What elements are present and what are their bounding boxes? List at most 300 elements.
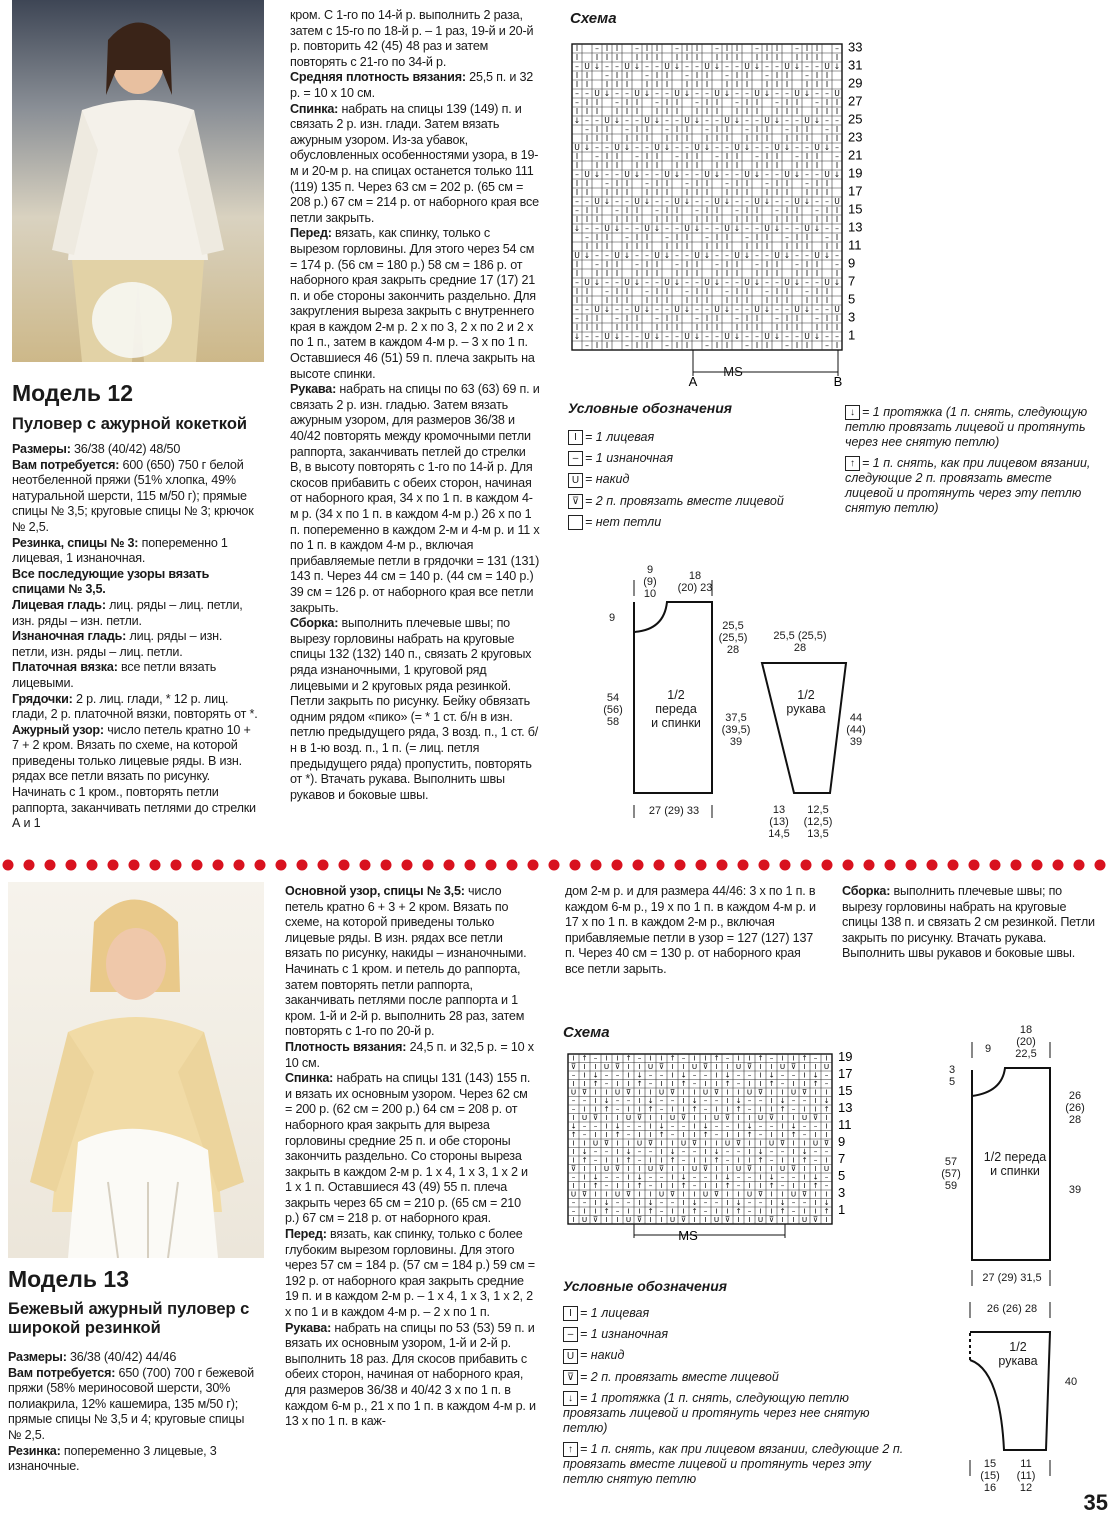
paragraph bbox=[12, 598, 260, 629]
chart-cell-symbol: – bbox=[780, 1172, 785, 1182]
chart-cell-symbol: I bbox=[735, 53, 739, 63]
legend-item bbox=[568, 472, 828, 487]
chart-cell-symbol: – bbox=[665, 116, 669, 126]
chart-cell-symbol: I bbox=[572, 1138, 575, 1148]
chart-cell-symbol: I bbox=[726, 1096, 729, 1106]
chart-cell-symbol: I bbox=[725, 188, 729, 198]
chart-cell-symbol: – bbox=[825, 332, 829, 342]
chart-cell-symbol: I bbox=[715, 125, 719, 135]
chart-cell-symbol: I bbox=[671, 1104, 674, 1114]
chart-cell-symbol: I bbox=[660, 1138, 663, 1148]
chart-cell-symbol: – bbox=[595, 224, 599, 234]
chart-cell-symbol: U bbox=[674, 89, 680, 99]
chart-cell-symbol: I bbox=[792, 1147, 795, 1157]
chart-cell-symbol: ↑ bbox=[823, 1104, 830, 1114]
chart-cell-symbol: – bbox=[815, 278, 819, 288]
chart-cell-symbol: I bbox=[585, 179, 589, 189]
chart-cell-symbol: I bbox=[635, 107, 639, 117]
chart-cell-symbol: I bbox=[595, 125, 599, 135]
chart-cell-symbol: – bbox=[615, 206, 619, 216]
chart-cell-symbol: I bbox=[635, 269, 639, 279]
chart-cell-symbol: I bbox=[675, 323, 679, 333]
chart-cell-symbol: I bbox=[770, 1198, 773, 1208]
chart-cell-symbol: I bbox=[835, 242, 839, 252]
divider-dot bbox=[339, 860, 350, 871]
chart-cell-symbol: U bbox=[714, 89, 720, 99]
chart-cell-symbol: U bbox=[724, 116, 730, 126]
chart-cell-symbol: I bbox=[655, 53, 659, 63]
chart-cell-symbol: – bbox=[755, 224, 759, 234]
chart-cell-symbol: – bbox=[747, 1104, 752, 1114]
chart-cell-symbol: I bbox=[803, 1206, 806, 1216]
chart-cell-symbol: – bbox=[695, 278, 699, 288]
chart-cell-symbol: ↓ bbox=[570, 1121, 577, 1131]
chart-cell-symbol: – bbox=[655, 89, 659, 99]
chart-cell-symbol: I bbox=[825, 1215, 828, 1225]
chart-cell-symbol: U bbox=[812, 1138, 819, 1148]
chart-cell-symbol: I bbox=[682, 1087, 685, 1097]
chart-cell-symbol: ↑ bbox=[581, 1053, 588, 1063]
chart-cell-symbol: – bbox=[805, 179, 809, 189]
chart-cell-symbol: I bbox=[735, 323, 739, 333]
model13-title: Модель 13 bbox=[8, 1266, 130, 1292]
chart-cell-symbol: I bbox=[625, 323, 629, 333]
paragraph-text: 36/38 (40/42) 44/46 bbox=[66, 1350, 177, 1364]
chart-cell-symbol: I bbox=[655, 161, 659, 171]
chart-row-label: 5 bbox=[838, 1168, 846, 1184]
chart-cell-symbol: U bbox=[658, 1087, 665, 1097]
chart-cell-symbol: ↑ bbox=[647, 1104, 654, 1114]
chart-cell-symbol: – bbox=[795, 143, 799, 153]
chart-cell-symbol: ↓ bbox=[643, 89, 651, 99]
m12-front-label: 1/2 переда и спинки bbox=[651, 688, 701, 730]
chart-cell-symbol: – bbox=[758, 1096, 763, 1106]
chart-cell-symbol: I bbox=[735, 179, 739, 189]
chart-cell-symbol: – bbox=[769, 1121, 774, 1131]
legend-symbol-icon: ⊽ bbox=[563, 1370, 578, 1385]
chart-cell-symbol: I bbox=[616, 1113, 619, 1123]
chart-cell-symbol: I bbox=[704, 1113, 707, 1123]
chart-cell-symbol: ↓ bbox=[693, 332, 701, 342]
chart-cell-symbol: I bbox=[635, 134, 639, 144]
chart-cell-symbol: – bbox=[805, 170, 809, 180]
divider-dot bbox=[24, 860, 35, 871]
chart-cell-symbol: – bbox=[775, 62, 779, 72]
chart-cell-symbol: – bbox=[815, 206, 819, 216]
chart-cell-symbol: I bbox=[615, 260, 619, 270]
m12-dim-left9: 9 bbox=[608, 612, 616, 624]
chart-cell-symbol: I bbox=[775, 323, 779, 333]
chart-cell-symbol: I bbox=[616, 1147, 619, 1157]
chart-cell-symbol: I bbox=[685, 341, 689, 351]
chart-cell-symbol: I bbox=[605, 1113, 608, 1123]
chart-cell-symbol: – bbox=[675, 260, 679, 270]
m13-sleeve-bottom-a: 15 (15) 16 bbox=[980, 1458, 1000, 1494]
chart-cell-symbol: U bbox=[784, 62, 790, 72]
chart-cell-symbol: I bbox=[755, 215, 759, 225]
chart-cell-symbol: – bbox=[571, 1096, 576, 1106]
chart-cell-symbol: ↓ bbox=[790, 1121, 797, 1131]
chart-cell-symbol: I bbox=[715, 341, 719, 351]
chart-cell-symbol: – bbox=[625, 233, 629, 243]
chart-cell-symbol: I bbox=[675, 215, 679, 225]
chart-cell-symbol: – bbox=[626, 1121, 631, 1131]
chart-cell-symbol: – bbox=[791, 1206, 796, 1216]
chart-cell-symbol: I bbox=[715, 53, 719, 63]
chart-cell-symbol: ⊽ bbox=[724, 1215, 731, 1225]
chart-cell-symbol: I bbox=[814, 1062, 817, 1072]
chart-cell-symbol: ↓ bbox=[783, 251, 791, 261]
chart-cell-symbol: I bbox=[655, 215, 659, 225]
legend-text: = 1 лицевая bbox=[585, 430, 655, 444]
divider-dot bbox=[402, 860, 413, 871]
chart-cell-symbol: I bbox=[693, 1155, 696, 1165]
divider-dot bbox=[108, 860, 119, 871]
chart-cell-symbol: ⊽ bbox=[625, 1087, 632, 1097]
chart-cell-symbol: I bbox=[705, 296, 709, 306]
chart-cell-symbol: ↓ bbox=[812, 1070, 819, 1080]
chart-cell-symbol: – bbox=[585, 89, 589, 99]
chart-cell-symbol: – bbox=[769, 1155, 774, 1165]
chart-cell-symbol: I bbox=[615, 296, 619, 306]
chart-cell-symbol: I bbox=[615, 80, 619, 90]
divider-dot bbox=[822, 860, 833, 871]
chart-cell-symbol: I bbox=[575, 215, 579, 225]
chart-cell-symbol: I bbox=[645, 188, 649, 198]
chart-cell-symbol: I bbox=[695, 53, 699, 63]
chart-cell-symbol: – bbox=[605, 251, 609, 261]
chart-cell-symbol: – bbox=[725, 143, 729, 153]
chart-cell-symbol: ↓ bbox=[779, 1198, 786, 1208]
chart-cell-symbol: I bbox=[759, 1181, 762, 1191]
chart-cell-symbol: I bbox=[605, 1130, 608, 1140]
chart-cell-symbol: I bbox=[575, 152, 579, 162]
chart-cell-symbol: I bbox=[605, 53, 609, 63]
red-dotted-divider bbox=[0, 858, 1120, 872]
chart-cell-symbol: ⊽ bbox=[658, 1062, 665, 1072]
chart-cell-symbol: U bbox=[724, 1138, 731, 1148]
chart-cell-symbol: U bbox=[634, 305, 640, 315]
chart-cell-symbol: I bbox=[726, 1062, 729, 1072]
chart-cell-symbol: – bbox=[835, 260, 839, 270]
chart-cell-symbol: ⊽ bbox=[614, 1164, 621, 1174]
legend-item bbox=[563, 1370, 908, 1385]
chart-cell-symbol: I bbox=[745, 287, 749, 297]
chart-cell-symbol: U bbox=[746, 1189, 753, 1199]
chart-cell-symbol: I bbox=[615, 215, 619, 225]
chart-arrow-label: B bbox=[833, 374, 843, 389]
chart-cell-symbol: U bbox=[674, 305, 680, 315]
chart-cell-symbol: I bbox=[814, 1087, 817, 1097]
chart-cell-symbol: I bbox=[649, 1189, 652, 1199]
chart-cell-symbol: I bbox=[595, 242, 599, 252]
chart-cell-symbol: I bbox=[737, 1113, 740, 1123]
chart-ms-label: MS bbox=[723, 364, 743, 379]
chart-cell-symbol: I bbox=[735, 107, 739, 117]
chart-cell-symbol: U bbox=[779, 1164, 786, 1174]
paragraph bbox=[8, 1350, 258, 1366]
chart-cell-symbol: ↓ bbox=[592, 1070, 599, 1080]
chart-cell-symbol: – bbox=[780, 1147, 785, 1157]
chart-cell-symbol: – bbox=[725, 287, 729, 297]
chart-cell-symbol: ↑ bbox=[713, 1053, 720, 1063]
chart-cell-symbol: I bbox=[765, 44, 769, 54]
chart-cell-symbol: ⊽ bbox=[680, 1215, 687, 1225]
chart-cell-symbol: I bbox=[814, 1096, 817, 1106]
chart-cell-symbol: I bbox=[792, 1181, 795, 1191]
chart-cell-symbol: ↓ bbox=[653, 224, 661, 234]
chart-cell-symbol: – bbox=[825, 233, 829, 243]
chart-cell-symbol: ↓ bbox=[724, 1070, 731, 1080]
chart-cell-symbol: I bbox=[735, 296, 739, 306]
chart-cell-symbol: I bbox=[695, 287, 699, 297]
chart-cell-symbol: ↑ bbox=[823, 1206, 830, 1216]
paragraph bbox=[12, 660, 260, 691]
chart-cell-symbol: – bbox=[735, 197, 739, 207]
chart-cell-symbol: I bbox=[616, 1138, 619, 1148]
chart-cell-symbol: – bbox=[645, 62, 649, 72]
chart-cell-symbol: – bbox=[605, 62, 609, 72]
chart-cell-symbol: – bbox=[615, 1070, 620, 1080]
chart-cell-symbol: – bbox=[605, 287, 609, 297]
chart-cell-symbol: ⊽ bbox=[625, 1189, 632, 1199]
chart-cell-symbol: I bbox=[660, 1053, 663, 1063]
chart-cell-symbol: I bbox=[748, 1053, 751, 1063]
chart-cell-symbol: I bbox=[745, 242, 749, 252]
chart-cell-symbol: I bbox=[715, 323, 719, 333]
chart-cell-symbol: I bbox=[755, 134, 759, 144]
chart-cell-symbol: I bbox=[645, 152, 649, 162]
chart-cell-symbol: I bbox=[805, 161, 809, 171]
chart-cell-symbol: I bbox=[781, 1087, 784, 1097]
divider-dot bbox=[696, 860, 707, 871]
chart-cell-symbol: – bbox=[615, 1104, 620, 1114]
paragraph-text: вязать, как спинку, только с более глубоким вырезом горловины. Для этого через 57 см = 184 р. (57 см = 184 р.) 59 см = 192 р. от наборного края закрыть средние 19 п. и в каждом 2-м р. – 1 x 4, 1 x 3, 1 x 2, 2 x по 1 и в каждом 4-м р. – 2 x по 1 п. bbox=[285, 1227, 535, 1320]
chart-cell-symbol: – bbox=[715, 224, 719, 234]
chart-cell-symbol: I bbox=[825, 1155, 828, 1165]
chart-cell-symbol: U bbox=[636, 1138, 643, 1148]
chart-cell-symbol: I bbox=[605, 44, 609, 54]
chart-cell-symbol: – bbox=[615, 197, 619, 207]
chart-cell-symbol: – bbox=[615, 1206, 620, 1216]
chart-cell-symbol: I bbox=[704, 1138, 707, 1148]
chart-cell-symbol: I bbox=[682, 1104, 685, 1114]
chart-cell-symbol: – bbox=[785, 125, 789, 135]
paragraph-text: вязать, как спинку, только с вырезом горловины. Для этого через 54 см = 174 р. (56 см = 180 р.) 58 см = 186 р. от наборного края закрыть средние 17 (17) 21 п. и обе стороны закончить раздельно. Для закругления выреза закрыть с внутреннего края в каждом 2-м р. 2 x по 3, 2 x по 2 и 2 x по 1 п., затем в каждом 4-м р. – 3 x по 1 п. Оставшиеся 46 (51) 59 п. плеча закрыть на высоте спинки. bbox=[290, 226, 536, 381]
chart-cell-symbol: – bbox=[585, 197, 589, 207]
chart-cell-symbol: I bbox=[805, 242, 809, 252]
chart-cell-symbol: – bbox=[595, 152, 599, 162]
chart-cell-symbol: – bbox=[675, 224, 679, 234]
paragraph-text: 25,5 п. и 32 р. = 10 x 10 см. bbox=[290, 70, 534, 100]
chart-cell-symbol: – bbox=[575, 62, 579, 72]
m12-sleeve-label: 1/2 рукава bbox=[786, 688, 826, 716]
chart-cell-symbol: – bbox=[745, 116, 749, 126]
chart-cell-symbol: – bbox=[815, 305, 819, 315]
chart-cell-symbol: I bbox=[585, 287, 589, 297]
chart-cell-symbol: – bbox=[714, 1130, 719, 1140]
chart-cell-symbol: U bbox=[735, 1062, 742, 1072]
chart-cell-symbol: – bbox=[685, 170, 689, 180]
chart-cell-symbol: ⊽ bbox=[614, 1062, 621, 1072]
chart-cell-symbol: I bbox=[775, 71, 779, 81]
chart-cell-symbol: ↓ bbox=[743, 143, 751, 153]
chart-cell-symbol: I bbox=[665, 206, 669, 216]
chart-cell-symbol: – bbox=[695, 89, 699, 99]
chart-row-label: 3 bbox=[848, 309, 856, 325]
chart-cell-symbol: I bbox=[671, 1206, 674, 1216]
chart-cell-symbol: I bbox=[605, 125, 609, 135]
chart-cell-symbol: U bbox=[734, 251, 740, 261]
chart-cell-symbol: ⊽ bbox=[757, 1189, 764, 1199]
chart-cell-symbol: I bbox=[572, 1053, 575, 1063]
chart-cell-symbol: I bbox=[825, 71, 829, 81]
chart-cell-symbol: I bbox=[693, 1053, 696, 1063]
chart-cell-symbol: – bbox=[685, 287, 689, 297]
paragraph-text: попеременно 3 лицевые, 3 изнаночные. bbox=[8, 1443, 217, 1474]
chart-cell-symbol: – bbox=[805, 143, 809, 153]
chart-cell-symbol: I bbox=[616, 1181, 619, 1191]
divider-dot bbox=[129, 860, 140, 871]
page-number: 35 bbox=[1083, 1490, 1108, 1515]
chart-cell-symbol: ↓ bbox=[763, 305, 771, 315]
chart-cell-symbol: – bbox=[765, 170, 769, 180]
chart-cell-symbol: I bbox=[715, 107, 719, 117]
chart-cell-symbol: I bbox=[705, 314, 709, 324]
chart-cell-symbol: I bbox=[825, 134, 829, 144]
chart-cell-symbol: I bbox=[715, 1181, 718, 1191]
chart-cell-symbol: – bbox=[736, 1079, 741, 1089]
legend-item bbox=[568, 494, 828, 509]
chart-cell-symbol: – bbox=[795, 260, 799, 270]
chart-cell-symbol: ↓ bbox=[663, 251, 671, 261]
paragraph bbox=[290, 102, 540, 227]
divider-dot bbox=[969, 860, 980, 871]
chart-cell-symbol: I bbox=[627, 1172, 630, 1182]
chart-cell-symbol: I bbox=[815, 53, 819, 63]
chart-cell-symbol: I bbox=[605, 341, 609, 351]
chart-cell-symbol: I bbox=[803, 1172, 806, 1182]
chart-cell-symbol: I bbox=[795, 206, 799, 216]
chart-cell-symbol: I bbox=[671, 1164, 674, 1174]
paragraph-text: набрать на спицы 131 (143) 155 п. и вязать их основным узором. Через 62 см = 200 р. (62 см = 200 р.) 64 см = 208 р. от наборного края закрыть для выреза горловины средние 25 п. и обе стороны закончить раздельно. Со стороны выреза закрыть в каждом 2-м р. 1 x 4, 1 x 3, 1 x 2 и 1 x 1 п. Оставшиеся 43 (49) 55 п. плеча закрыть через 65 см = 210 р. (65 см = 210 р.) 67 см = 218 р. от наборного края. bbox=[285, 1071, 531, 1226]
chart-cell-symbol: ⊽ bbox=[647, 1138, 654, 1148]
chart-cell-symbol: I bbox=[627, 1104, 630, 1114]
chart-cell-symbol: – bbox=[714, 1198, 719, 1208]
chart-cell-symbol: – bbox=[695, 98, 699, 108]
chart-cell-symbol: – bbox=[725, 1147, 730, 1157]
chart-cell-symbol: I bbox=[825, 242, 829, 252]
chart-cell-symbol: – bbox=[769, 1147, 774, 1157]
chart-cell-symbol: – bbox=[626, 1198, 631, 1208]
chart-row-label: 3 bbox=[838, 1185, 846, 1201]
chart-cell-symbol: ⊽ bbox=[581, 1087, 588, 1097]
chart-cell-symbol: – bbox=[735, 206, 739, 216]
chart-cell-symbol: – bbox=[835, 251, 839, 261]
chart-cell-symbol: – bbox=[805, 251, 809, 261]
legend-symbol-icon: – bbox=[568, 451, 583, 466]
chart-cell-symbol: – bbox=[791, 1096, 796, 1106]
chart-cell-symbol: – bbox=[582, 1096, 587, 1106]
m12-dim-left: 54 (56) 58 bbox=[603, 692, 623, 728]
chart-cell-symbol: ↑ bbox=[691, 1104, 698, 1114]
m12-dim-side: 25,5 (25,5) 28 bbox=[718, 620, 748, 656]
chart-row-label: 17 bbox=[848, 183, 863, 199]
paragraph-label: Перед: bbox=[290, 226, 332, 241]
chart-cell-symbol: I bbox=[781, 1121, 784, 1131]
chart-cell-symbol: I bbox=[715, 1164, 718, 1174]
chart-cell-symbol: ↑ bbox=[779, 1206, 786, 1216]
chart-cell-symbol: I bbox=[594, 1189, 597, 1199]
chart-cell-symbol: ↓ bbox=[643, 305, 651, 315]
chart-cell-symbol: I bbox=[755, 125, 759, 135]
model13-legend bbox=[563, 1306, 908, 1493]
chart-cell-symbol: U bbox=[784, 170, 790, 180]
chart-cell-symbol: I bbox=[635, 341, 639, 351]
chart-cell-symbol: – bbox=[775, 170, 779, 180]
chart-cell-symbol: – bbox=[795, 332, 799, 342]
chart-cell-symbol: I bbox=[825, 1189, 828, 1199]
chart-cell-symbol: I bbox=[705, 107, 709, 117]
chart-cell-symbol: – bbox=[605, 179, 609, 189]
chart-cell-symbol: I bbox=[814, 1198, 817, 1208]
chart-cell-symbol: I bbox=[775, 152, 779, 162]
chart-cell-symbol: – bbox=[824, 1172, 829, 1182]
chart-cell-symbol: ↑ bbox=[757, 1155, 764, 1165]
legend-symbol-icon: ↑ bbox=[845, 456, 860, 471]
chart-cell-symbol: U bbox=[614, 251, 620, 261]
chart-cell-symbol: – bbox=[745, 305, 749, 315]
chart-cell-symbol: I bbox=[594, 1062, 597, 1072]
chart-cell-symbol: – bbox=[665, 332, 669, 342]
chart-row-label: 31 bbox=[848, 57, 863, 73]
chart-cell-symbol: – bbox=[815, 197, 819, 207]
model13-right-text-b bbox=[842, 884, 1097, 962]
chart-cell-symbol: I bbox=[605, 1121, 608, 1131]
chart-cell-symbol: – bbox=[648, 1070, 653, 1080]
chart-cell-symbol: I bbox=[605, 161, 609, 171]
chart-cell-symbol: ⊽ bbox=[713, 1087, 720, 1097]
chart-cell-symbol: I bbox=[675, 206, 679, 216]
chart-cell-symbol: U bbox=[680, 1138, 687, 1148]
chart-cell-symbol: I bbox=[775, 107, 779, 117]
paragraph bbox=[285, 884, 537, 1040]
chart-cell-symbol: – bbox=[645, 71, 649, 81]
chart-cell-symbol: I bbox=[616, 1155, 619, 1165]
chart-cell-symbol: – bbox=[595, 332, 599, 342]
chart-cell-symbol: I bbox=[695, 269, 699, 279]
model12-legend-right bbox=[845, 405, 1095, 522]
chart-cell-symbol: I bbox=[770, 1189, 773, 1199]
chart-cell-symbol: ↓ bbox=[573, 224, 581, 234]
chart-cell-symbol: I bbox=[815, 107, 819, 117]
chart-row-label: 7 bbox=[838, 1151, 846, 1167]
chart-cell-symbol: I bbox=[595, 341, 599, 351]
chart-cell-symbol: I bbox=[572, 1181, 575, 1191]
chart-cell-symbol: I bbox=[638, 1087, 641, 1097]
chart-cell-symbol: – bbox=[665, 125, 669, 135]
chart-cell-symbol: U bbox=[823, 1164, 830, 1174]
chart-cell-symbol: I bbox=[625, 98, 629, 108]
m12-sleeve-bottom-b: 12,5 (12,5) 13,5 bbox=[803, 804, 833, 840]
chart-row-label: 5 bbox=[848, 291, 856, 307]
chart-cell-symbol: ⊽ bbox=[746, 1164, 753, 1174]
chart-cell-symbol: – bbox=[685, 62, 689, 72]
divider-dot bbox=[738, 860, 749, 871]
chart-cell-symbol: – bbox=[681, 1155, 686, 1165]
chart-cell-symbol: I bbox=[835, 161, 839, 171]
chart-cell-symbol: I bbox=[825, 1087, 828, 1097]
